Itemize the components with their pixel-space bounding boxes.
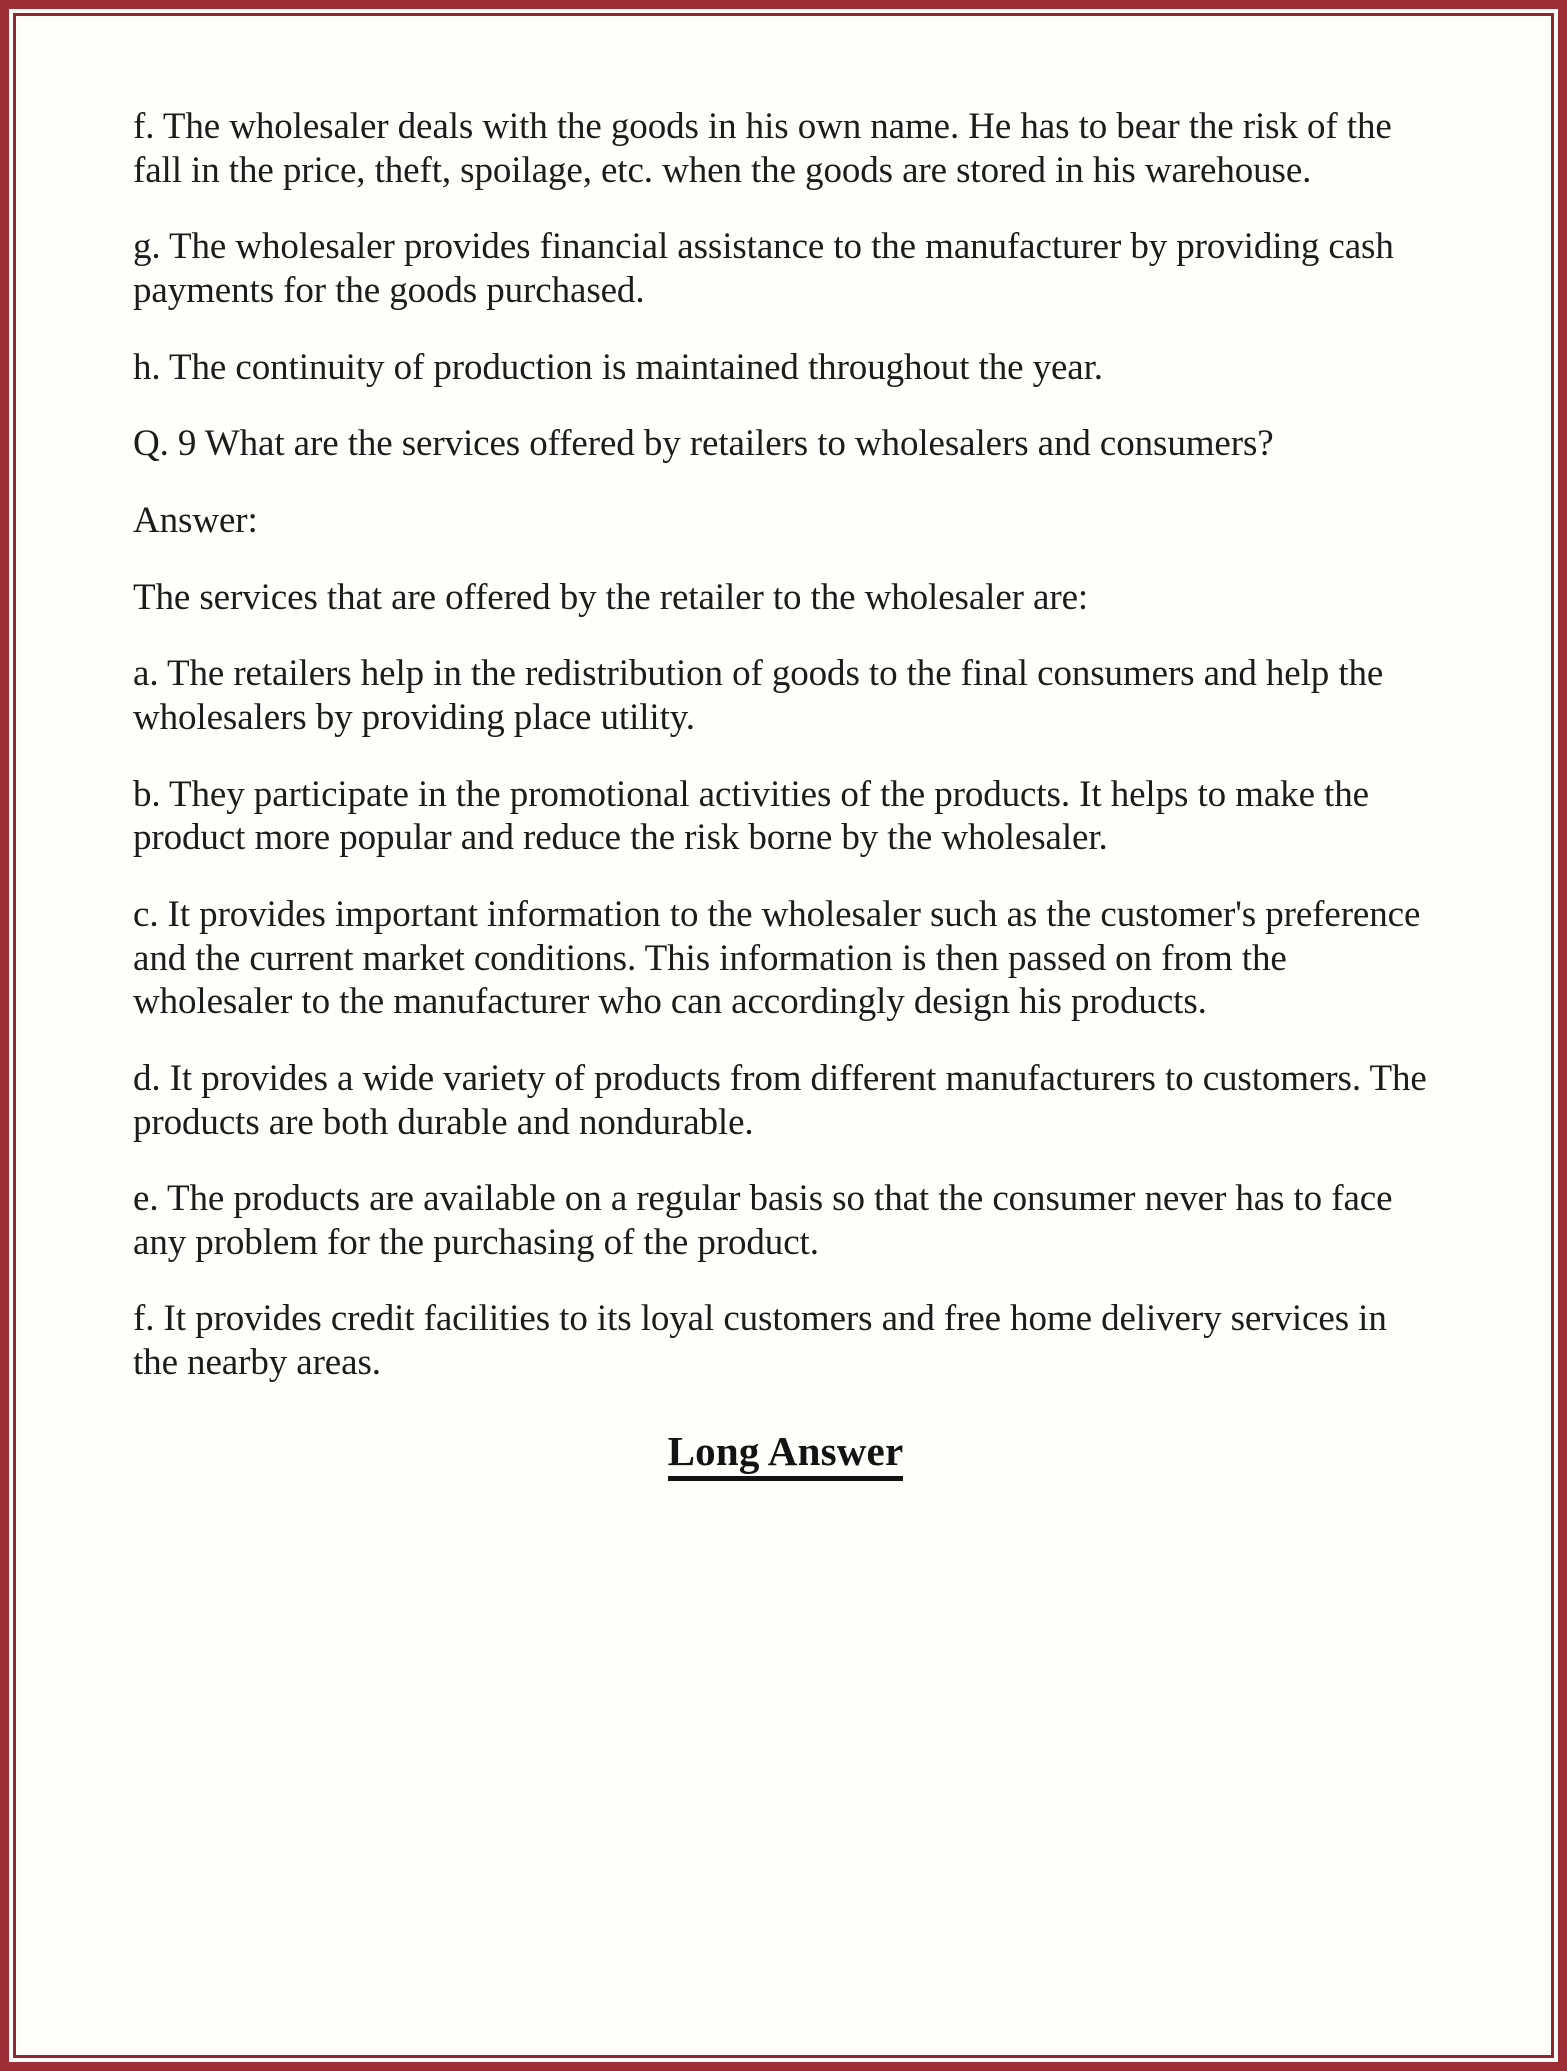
paragraph-financial-assistance: g. The wholesaler provides financial assistance to the manufacturer by providing cash payments for the goods purchased. <box>133 226 1394 311</box>
question-9: Q. 9 What are the services offered by retailers to wholesalers and consumers? <box>133 423 1274 465</box>
long-answer-heading <box>133 1427 1438 1475</box>
answer-intro: The services that are offered by the retailer to the wholesaler are: <box>133 576 1089 618</box>
long-answer-heading-text: Long Answer <box>668 1428 904 1481</box>
paragraph-wholesaler-own-name: f. The wholesaler deals with the goods in his own name. He has to bear the risk of the fall in the price, theft, spoilage, etc. when the goods are stored in his warehouse. <box>133 106 1392 191</box>
answer-point-e: e. The products are available on a regular basis so that the consumer never has to face any problem for the purchasing of the product. <box>133 1178 1393 1263</box>
answer-point-a: a. The retailers help in the redistribution of goods to the final consumers and help the wholesalers by providing place utility. <box>133 653 1384 738</box>
answer-point-c: c. It provides important information to the wholesaler such as the customer's preference and the current market conditions. This information is then passed on from the wholesaler to the manufacturer who can accordingly design his products. <box>133 893 1421 1023</box>
answer-point-f: f. It provides credit facilities to its loyal customers and free home delivery services in the nearby areas. <box>133 1298 1387 1384</box>
answer-point-b: b. They participate in the promotional activities of the products. It helps to make the product more popular and reduce the risk borne by the wholesaler. <box>133 773 1369 859</box>
frame-inner-rule <box>13 13 1554 2058</box>
answer-point-d: d. It provides a wide variety of products from different manufacturers to customers. The products are both durable and nondurable. <box>133 1057 1427 1143</box>
paragraph-continuity-of-production: h. The continuity of production is maintained throughout the year. <box>133 346 1103 388</box>
answer-label: Answer: <box>133 499 258 541</box>
page-sheet <box>21 21 1546 2050</box>
frame-gap <box>9 9 1558 2062</box>
document-content <box>21 21 1546 1475</box>
